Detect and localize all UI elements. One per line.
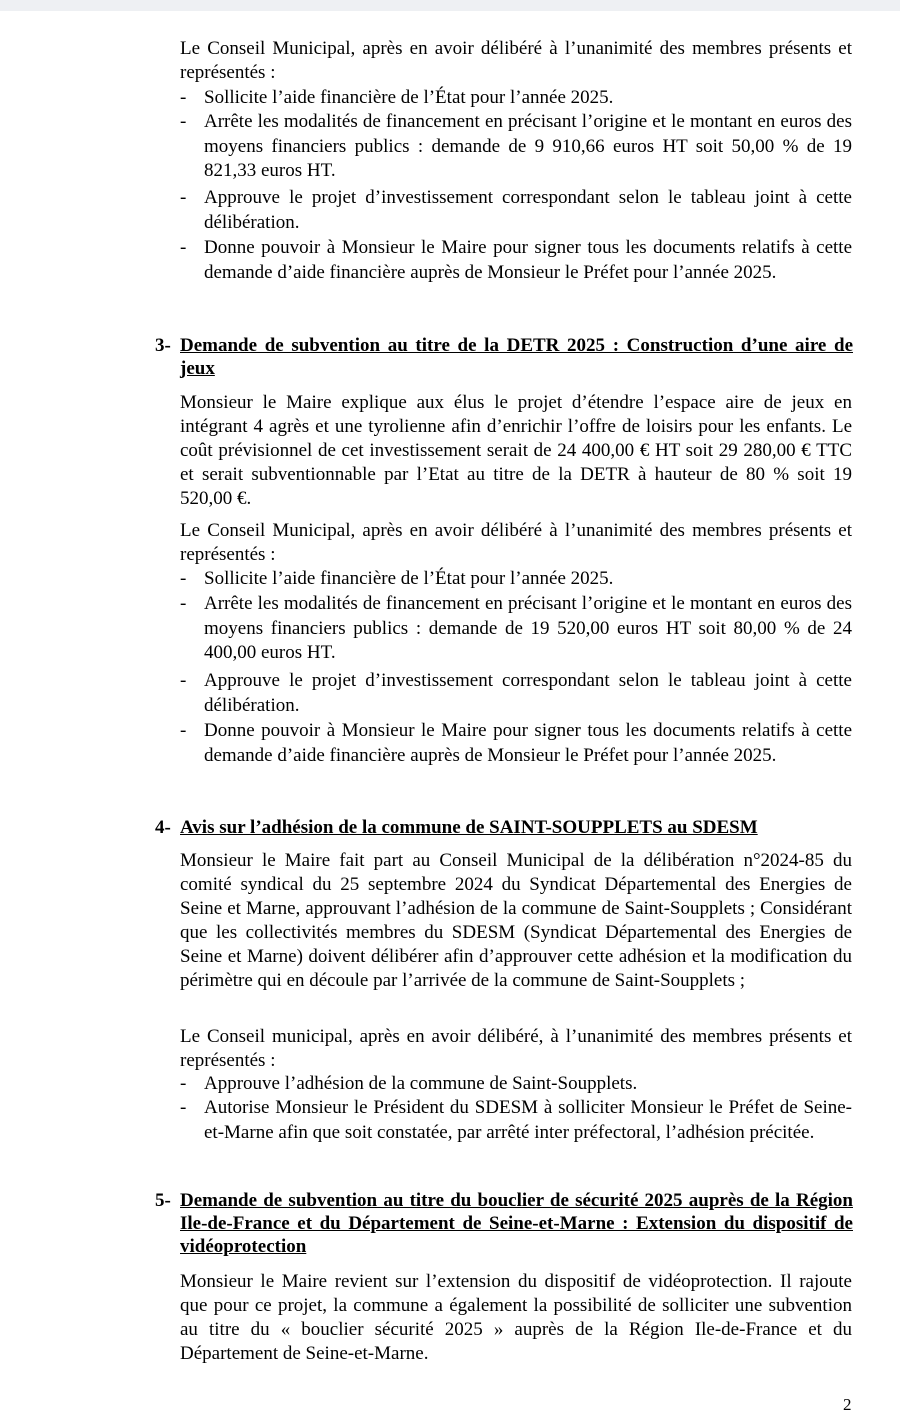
list-item: - Donne pouvoir à Monsieur le Maire pour signer tous les documents relatifs à cette demande d’aide financière auprès de Monsieur le Préfet pour l’année 2025. xyxy=(180,237,852,283)
list-item: - Approuve le projet d’investissement correspondant selon le tableau joint à cette délibération. xyxy=(180,670,852,716)
section-heading: 3- Demande de subvention au titre de la DETR 2025 : Construction d’une aire de jeux xyxy=(155,335,853,379)
section-paragraph: Monsieur le Maire revient sur l’extension du dispositif de vidéoprotection. Il rajoute que pour ce projet, la commune a également la possibilité de solliciter une subvention au titre du « bouclier sécurité 2025 » auprès de la Région Ile-de-France et du Département de Seine-et-Marne. xyxy=(180,1271,852,1364)
section-paragraph: Monsieur le Maire fait part au Conseil Municipal de la délibération n°2024-85 du comité syndical du 25 septembre 2024 du Syndicat Départemental des Energies de Seine et Marne, approuvant l’adhésion de la commune de Saint-Soupplets ; Considérant que les collectivités membres du SDESM (Syndicat Départemental des Energies de Seine et Marne) doivent délibérer afin d’approuver cette adhésion et la modification du périmètre qui en découle par l’arrivée de la commune de Saint-Soupplets ; xyxy=(180,850,852,991)
section-paragraph: Monsieur le Maire explique aux élus le projet d’étendre l’espace aire de jeux en intégrant 4 agrès et une tyrolienne afin d’enrichir l’offre de loisirs pour les enfants. Le coût prévisionnel de cet investissement serait de 24 400,00 € HT soit 29 280,00 € TTC et serait subventionnable par l’Etat au titre de la DETR à hauteur de 80 % soit 19 520,00 €. xyxy=(180,392,852,509)
list-item: - Sollicite l’aide financière de l’État pour l’année 2025. xyxy=(180,87,614,108)
page-number: 2 xyxy=(843,1395,852,1414)
section-heading: 4- Avis sur l’adhésion de la commune de SAINT-SOUPPLETS au SDESM xyxy=(155,817,758,838)
list-item: - Approuve l’adhésion de la commune de Saint-Soupplets. xyxy=(180,1073,638,1094)
list-item: - Sollicite l’aide financière de l’État pour l’année 2025. xyxy=(180,568,614,589)
section-heading: 5- Demande de subvention au titre du bouclier de sécurité 2025 auprès de la Région Ile-de-France et du Département de Seine-et-Marne : Extension du dispositif de vidéoprotection xyxy=(155,1190,853,1257)
list-item: - Arrête les modalités de financement en précisant l’origine et le montant en euros des moyens financiers publics : demande de 19 520,00 euros HT soit 80,00 % de 24 400,00 euros HT. xyxy=(180,593,852,663)
list-item: - Donne pouvoir à Monsieur le Maire pour signer tous les documents relatifs à cette demande d’aide financière auprès de Monsieur le Préfet pour l’année 2025. xyxy=(180,720,852,766)
council-decision-intro: Le Conseil Municipal, après en avoir délibéré à l’unanimité des membres présents et représentés : xyxy=(180,38,852,83)
list-item: - Autorise Monsieur le Président du SDESM à solliciter Monsieur le Préfet de Seine-et-Marne afin que soit constatée, par arrêté inter préfectoral, l’adhésion précitée. xyxy=(180,1097,852,1143)
list-item: - Arrête les modalités de financement en précisant l’origine et le montant en euros des moyens financiers publics : demande de 9 910,66 euros HT soit 50,00 % de 19 821,33 euros HT. xyxy=(180,111,852,181)
council-decision-intro: Le Conseil municipal, après en avoir délibéré, à l’unanimité des membres présents et représentés : xyxy=(180,1026,852,1071)
list-item: - Approuve le projet d’investissement correspondant selon le tableau joint à cette délibération. xyxy=(180,187,852,233)
council-decision-intro: Le Conseil Municipal, après en avoir délibéré à l’unanimité des membres présents et représentés : xyxy=(180,520,852,565)
